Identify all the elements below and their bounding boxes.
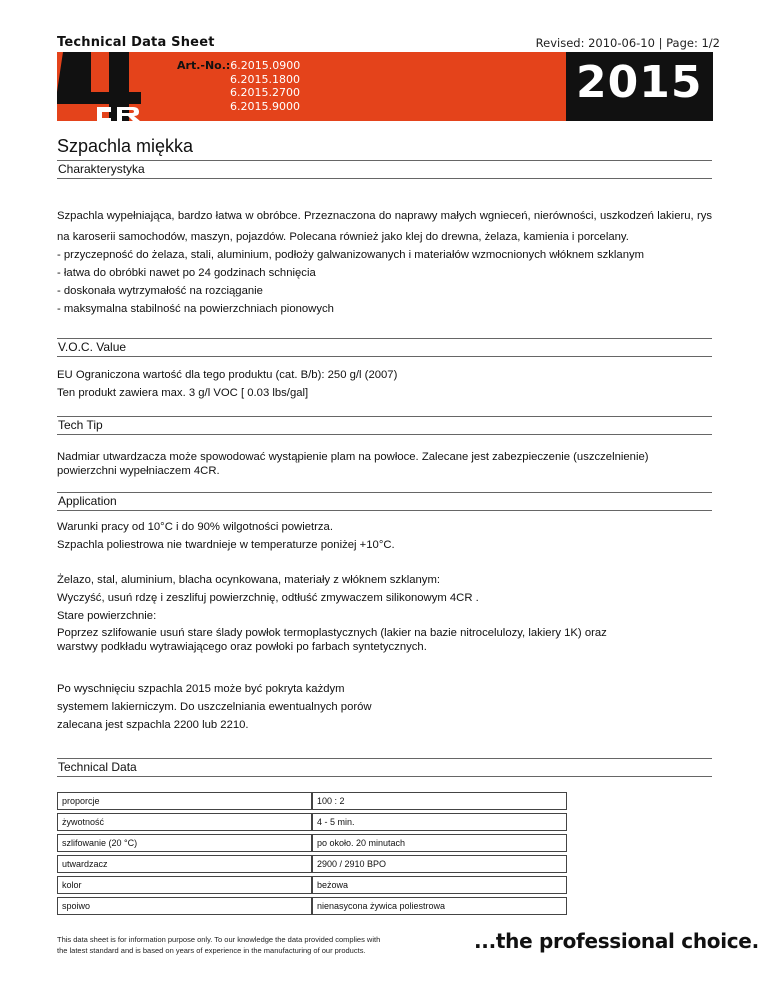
application-conditions: Warunki pracy od 10°C i do 90% wilgotności powietrza. Szpachla poliestrowa nie twardnieje w temperaturze poniżej +10°C.	[57, 521, 395, 551]
table-row	[57, 792, 567, 810]
voc-limit: EU Ograniczona wartość dla tego produktu (cat. B/b): 250 g/l (2007)	[57, 369, 398, 381]
product-code: 2015	[576, 57, 703, 108]
disclaimer: This data sheet is for information purpose only. To our knowledge the data provided complies with the latest standard and is based on years of experience in the manufacturing of our products.	[57, 935, 381, 955]
property-name: kolor	[57, 876, 312, 894]
application-after: Po wyschnięciu szpachla 2015 może być pokryta każdym systemem lakierniczym. Do uszczelniania ewentualnych porów zalecana jest szpachla 2200 lub 2210.	[57, 683, 372, 731]
revision-info: Revised: 2010-06-10 | Page: 1/2	[535, 36, 720, 50]
product-code-box	[566, 52, 713, 121]
section-header-charakterystyka: Charakterystyka	[57, 160, 712, 179]
property-value: 100 : 2	[312, 792, 567, 810]
application-substrates: Żelazo, stal, aluminium, blacha ocynkowana, materiały z włóknem szklanym: Wyczyść, usuń rdzę i zeszlifuj powierzchnię, odtłuść zmywaczem silikonowym 4CR . Stare powierzchnie:	[57, 574, 479, 622]
tech-tip-text: Nadmiar utwardzacza może spowodować wystąpienie plam na powłoce. Zalecane jest zabezpieczenie (uszczelnienie) powierzchni wypełniaczem 4CR.	[57, 451, 649, 477]
table-row	[57, 834, 567, 852]
article-number-label: Art.-No.:	[177, 59, 231, 72]
description-paragraph: Szpachla wypełniająca, bardzo łatwa w obróbce. Przeznaczona do naprawy małych wgnieceń, nierówności, uszkodzeń lakieru, rys na karoserii samochodów, maszyn, pojazdów. Polecana również jako klej do drewna, żelaza, kamienia i porcelany.	[57, 210, 712, 243]
section-header-application: Application	[57, 492, 712, 511]
product-banner	[57, 52, 713, 121]
section-header-technical-data: Technical Data	[57, 758, 712, 777]
feature-item: - maksymalna stabilność na powierzchniach pionowych	[57, 303, 334, 315]
property-value: beżowa	[312, 876, 567, 894]
product-title: Szpachla miękka	[57, 136, 194, 156]
article-number: 6.2015.2700	[230, 86, 300, 99]
property-name: spoiwo	[57, 897, 312, 915]
property-value: 2900 / 2910 BPO	[312, 855, 567, 873]
property-name: utwardzacz	[57, 855, 312, 873]
feature-item: - łatwa do obróbki nawet po 24 godzinach schnięcia	[57, 267, 316, 279]
property-name: szlifowanie (20 °C)	[57, 834, 312, 852]
document-type: Technical Data Sheet	[57, 35, 215, 50]
table-row	[57, 876, 567, 894]
property-value: po około. 20 minutach	[312, 834, 567, 852]
technical-data-table	[57, 789, 567, 918]
feature-list	[57, 246, 712, 318]
section-header-voc: V.O.C. Value	[57, 338, 712, 357]
property-name: proporcje	[57, 792, 312, 810]
brand-slogan: ...the professional choice.	[474, 929, 759, 953]
section-header-tech-tip: Tech Tip	[57, 416, 712, 435]
voc-text	[57, 366, 712, 402]
4cr-logo	[57, 52, 162, 121]
table-row	[57, 897, 567, 915]
voc-content: Ten produkt zawiera max. 3 g/l VOC [ 0.03 lbs/gal]	[57, 387, 309, 399]
feature-item: - przyczepność do żelaza, stali, aluminium, podłoży galwanizowanych i materiałów wzmocnionych włóknem szklanym	[57, 249, 645, 261]
feature-item: - doskonała wytrzymałość na rozciąganie	[57, 285, 263, 297]
top-header	[0, 30, 768, 50]
table-row	[57, 813, 567, 831]
article-number: 6.2015.0900	[230, 59, 301, 72]
article-number: 6.2015.9000	[230, 99, 300, 113]
property-value: nienasycona żywica poliestrowa	[312, 897, 567, 915]
article-number: 6.2015.1800	[230, 72, 300, 86]
table-row	[57, 855, 567, 873]
article-numbers	[177, 59, 300, 113]
property-name: żywotność	[57, 813, 312, 831]
property-value: 4 - 5 min.	[312, 813, 567, 831]
application-old-surfaces: Poprzez szlifowanie usuń stare ślady powłok termoplastycznych (lakier na bazie nitrocelulozy, lakiery 1K) oraz warstwy podkładu wytrawiającego oraz powłoki po farbach syntetycznych.	[57, 627, 607, 653]
